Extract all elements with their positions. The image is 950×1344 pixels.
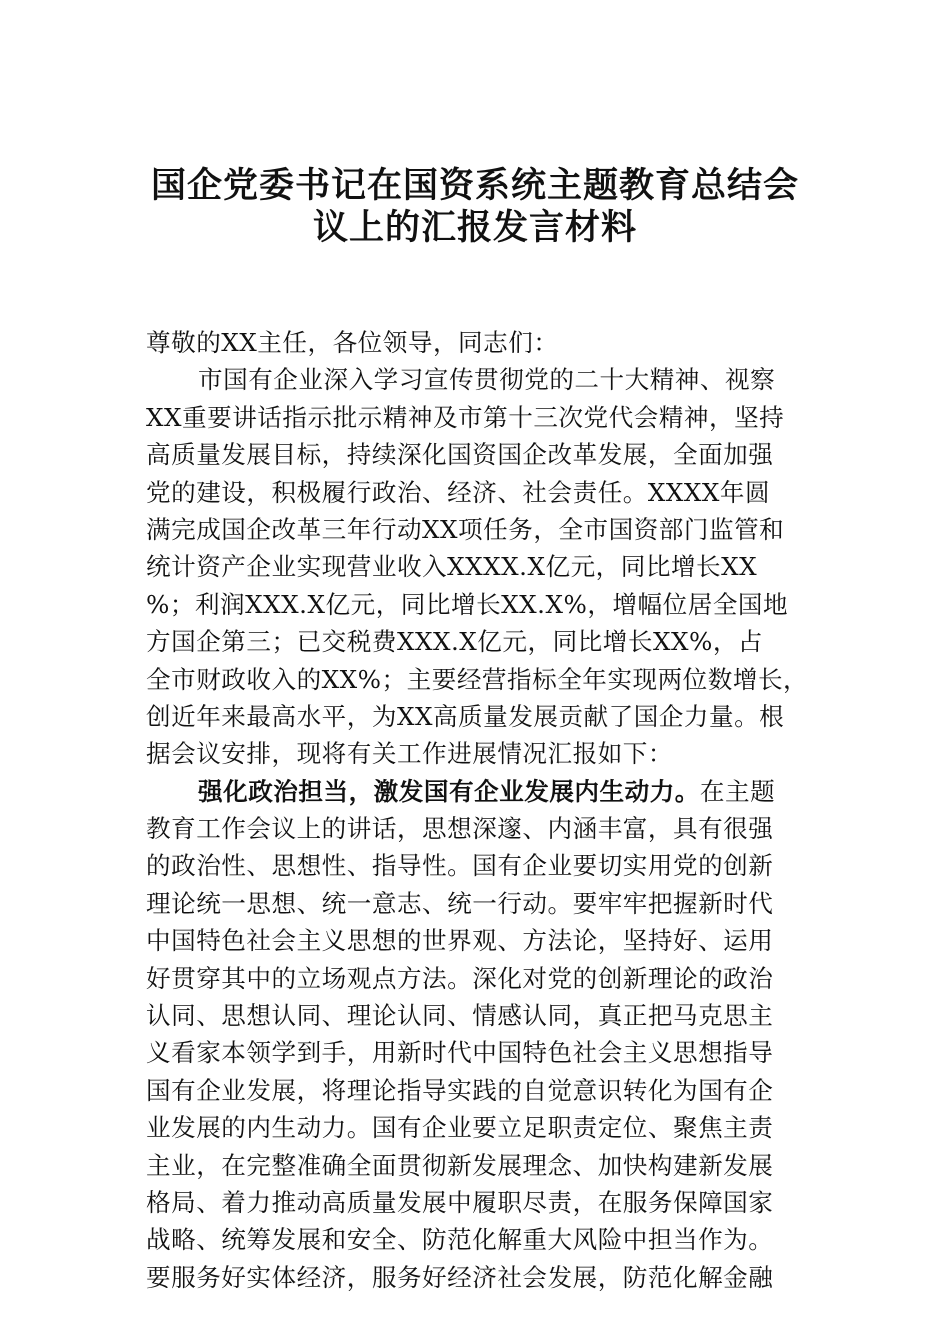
document-title-line-1: 国企党委书记在国资系统主题教育总结会: [150, 165, 799, 206]
paragraph-2-line: 主业，在完整准确全面贯彻新发展理念、加快构建新发展: [146, 1150, 774, 1180]
paragraph-1-line: XX重要讲话指示批示精神及市第十三次党代会精神，坚持: [146, 402, 785, 432]
paragraph-2-line: 认同、思想认同、理论认同、情感认同，真正把马克思主: [146, 1001, 774, 1031]
paragraph-2-line: 好贯穿其中的立场观点方法。深化对党的创新理论的政治: [146, 963, 774, 993]
paragraph-2-line: 义看家本领学到手，用新时代中国特色社会主义思想指导: [146, 1038, 774, 1068]
paragraph-2-line: 国有企业发展，将理论指导实践的自觉意识转化为国有企: [146, 1075, 774, 1105]
paragraph-2-line: 战略、统筹发展和安全、防范化解重大风险中担当作为。: [146, 1225, 774, 1255]
paragraph-2-first-line-rest: 在主题: [699, 776, 776, 806]
paragraph-1-line: %；利润XXX.X亿元，同比增长XX.X%，增幅位居全国地: [146, 589, 789, 619]
paragraph-2-line: 的政治性、思想性、指导性。国有企业要切实用党的创新: [146, 851, 774, 881]
document-body: [146, 324, 808, 1296]
paragraph-1-line: 全市财政收入的XX%；主要经营指标全年实现两位数增长，: [146, 664, 809, 694]
paragraph-2-line: 中国特色社会主义思想的世界观、方法论，坚持好、运用: [146, 926, 774, 956]
paragraph-2-line: 格局、着力推动高质量发展中履职尽责，在服务保障国家: [146, 1187, 774, 1217]
paragraph-1-line: 方国企第三；已交税费XXX.X亿元，同比增长XX%，占: [146, 627, 764, 657]
paragraph-1-line: 满完成国企改革三年行动XX项任务，全市国资部门监管和: [146, 514, 785, 544]
paragraph-2-heading: 强化政治担当，激发国有企业发展内生动力。: [198, 776, 700, 806]
paragraph-1-line: 高质量发展目标，持续深化国资国企改革发展，全面加强: [146, 440, 774, 470]
paragraph-2-first-line: [146, 773, 808, 810]
paragraph-2-line: 业发展的内生动力。国有企业要立足职责定位、聚焦主责: [146, 1113, 774, 1143]
paragraph-1-line: 党的建设，积极履行政治、经济、社会责任。XXXX年圆: [146, 477, 771, 507]
paragraph-2-line: 教育工作会议上的讲话，思想深邃、内涵丰富，具有很强: [146, 814, 774, 844]
document-title-line-2: 议上的汇报发言材料: [312, 207, 637, 248]
paragraph-1-line: 统计资产企业实现营业收入XXXX.X亿元，同比增长XX: [146, 552, 758, 582]
salutation: 尊敬的XX主任，各位领导，同志们：: [146, 328, 559, 357]
paragraph-1-line: 据会议安排，现将有关工作进展情况汇报如下：: [146, 739, 673, 769]
paragraph-2-line: 要服务好实体经济，服务好经济社会发展，防范化解金融: [146, 1262, 774, 1292]
paragraph-1-line: 市国有企业深入学习宣传贯彻党的二十大精神、视察: [198, 365, 776, 395]
paragraph-2-line: 理论统一思想、统一意志、统一行动。要牢牢把握新时代: [146, 888, 774, 918]
paragraph-1-line: 创近年来最高水平，为XX高质量发展贡献了国企力量。根: [146, 701, 785, 731]
